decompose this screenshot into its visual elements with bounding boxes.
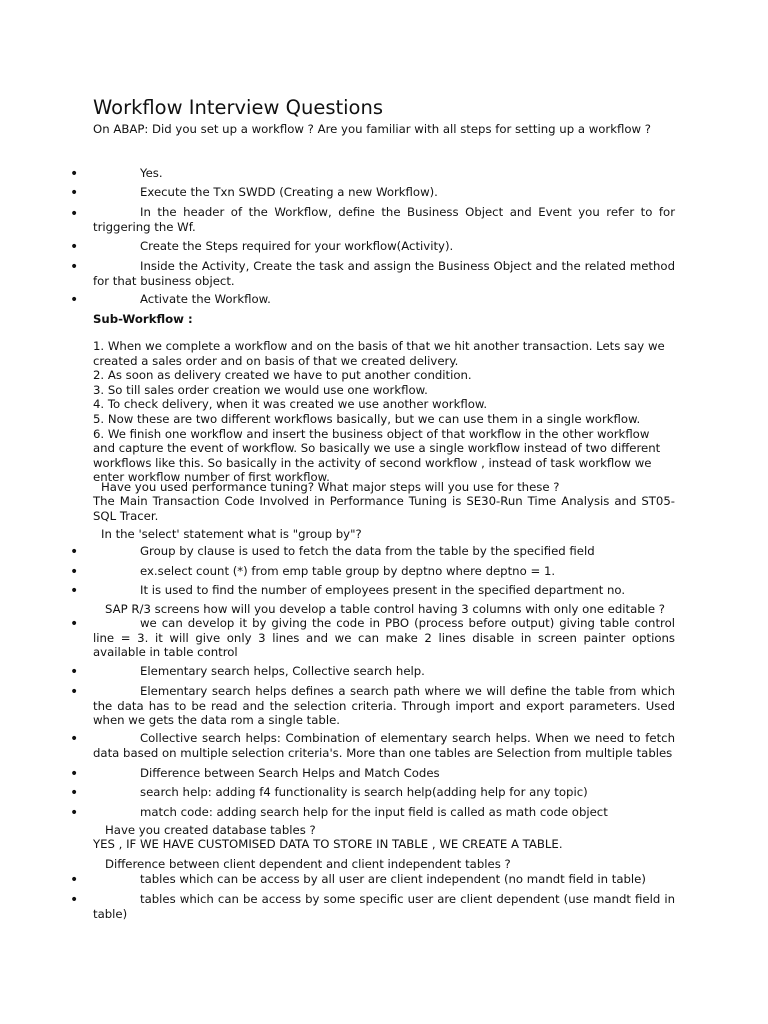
- bullet-icon: •: [70, 185, 79, 201]
- bullet-icon: •: [70, 206, 79, 222]
- bullet-icon: •: [70, 564, 79, 580]
- step-item: Activate the Workflow.: [140, 292, 271, 306]
- sapr3-item: Collective search helps: Combination of elementary search helps. When we need to fetch data based on multiple selection criteria's. More than one tables are Selection from multiple tables: [93, 731, 675, 760]
- subworkflow-line: 1. When we complete a workflow and on the basis of that we hit another transaction. Lets say we: [93, 339, 665, 353]
- bullet-icon: •: [70, 239, 79, 255]
- client-item: tables which can be access by all user are client independent (no mandt field in table): [140, 872, 646, 886]
- groupby-item: ex.select count (*) from emp table group by deptno where deptno = 1.: [140, 564, 556, 578]
- sapr3-question: SAP R/3 screens how will you develop a table control having 3 columns with only one editable ?: [105, 602, 666, 616]
- subworkflow-line: created a sales order and on basis of that we created delivery.: [93, 353, 459, 368]
- dbtables-question: Have you created database tables ?: [105, 823, 316, 837]
- perf-question: Have you used performance tuning? What major steps will you use for these ?: [101, 480, 560, 494]
- groupby-item: Group by clause is used to fetch the data from the table by the specified field: [140, 544, 595, 558]
- step-item: Create the Steps required for your workflow(Activity).: [140, 239, 454, 253]
- step-item: Execute the Txn SWDD (Creating a new Workflow).: [140, 185, 438, 199]
- bullet-icon: •: [70, 292, 79, 308]
- sapr3-item: we can develop it by giving the code in PBO (process before output) giving table control line = 3. it will give only 3 lines and we can make 2 lines disable in screen painter options available in table control: [93, 616, 675, 660]
- subworkflow-line: 5. Now these are two different workflows basically, but we can use them in a single workflow.: [93, 411, 641, 426]
- bullet-icon: •: [70, 664, 79, 680]
- bullet-icon: •: [70, 544, 79, 560]
- bullet-icon: •: [70, 259, 79, 275]
- bullet-icon: •: [70, 731, 79, 747]
- groupby-item: It is used to find the number of employees present in the specified department no.: [140, 583, 626, 597]
- client-item: tables which can be access by some specific user are client dependent (use mandt field in table): [93, 892, 675, 921]
- bullet-icon: •: [70, 805, 79, 821]
- subworkflow-line: 3. So till sales order creation we would use one workflow.: [93, 382, 428, 397]
- sapr3-item: Difference between Search Helps and Match Codes: [140, 766, 440, 780]
- intro-question: On ABAP: Did you set up a workflow ? Are you familiar with all steps for setting up a workflow ?: [93, 122, 651, 136]
- bullet-icon: •: [70, 684, 79, 700]
- groupby-question: In the 'select' statement what is "group by"?: [101, 527, 362, 541]
- subworkflow-heading: Sub-Workflow :: [93, 312, 193, 326]
- bullet-icon: •: [70, 892, 79, 908]
- sapr3-item: match code: adding search help for the input field is called as math code object: [140, 805, 608, 819]
- sapr3-item: Elementary search helps defines a search path where we will define the table from which the data has to be read and the selection criteria. Through import and export parameters. Used when we gets the data rom a single table.: [93, 684, 675, 728]
- bullet-icon: •: [70, 583, 79, 599]
- subworkflow-block: [93, 339, 683, 485]
- step-item: Inside the Activity, Create the task and assign the Business Object and the related method for that business object.: [93, 259, 675, 288]
- bullet-icon: •: [70, 872, 79, 888]
- bullet-icon: •: [70, 166, 79, 182]
- step-item: In the header of the Workflow, define the Business Object and Event you refer to for triggering the Wf.: [93, 205, 675, 234]
- subworkflow-line: and capture the event of workflow. So basically we use a single workflow instead of two different: [93, 441, 661, 456]
- step-item: Yes.: [140, 166, 163, 180]
- sapr3-item: Elementary search helps, Collective search help.: [140, 664, 425, 678]
- subworkflow-line: 6. We finish one workflow and insert the business object of that workflow in the other workflow: [93, 426, 650, 441]
- bullet-icon: •: [70, 785, 79, 801]
- bullet-icon: •: [70, 766, 79, 782]
- sapr3-item: search help: adding f4 functionality is search help(adding help for any topic): [140, 785, 588, 799]
- client-question: Difference between client dependent and client independent tables ?: [105, 857, 511, 871]
- document-title: Workflow Interview Questions: [93, 96, 383, 119]
- subworkflow-line: enter workflow number of first workflow.: [93, 470, 330, 485]
- subworkflow-line: 4. To check delivery, when it was created we use another workflow.: [93, 397, 488, 412]
- subworkflow-line: 2. As soon as delivery created we have to put another condition.: [93, 368, 472, 383]
- perf-answer: The Main Transaction Code Involved in Performance Tuning is SE30-Run Time Analysis and ST05-SQL Tracer.: [93, 494, 675, 523]
- subworkflow-line: workflows like this. So basically in the activity of second workflow , instead of task workflow we: [93, 455, 652, 470]
- dbtables-answer: YES , IF WE HAVE CUSTOMISED DATA TO STORE IN TABLE , WE CREATE A TABLE.: [93, 837, 563, 851]
- bullet-icon: •: [70, 616, 79, 632]
